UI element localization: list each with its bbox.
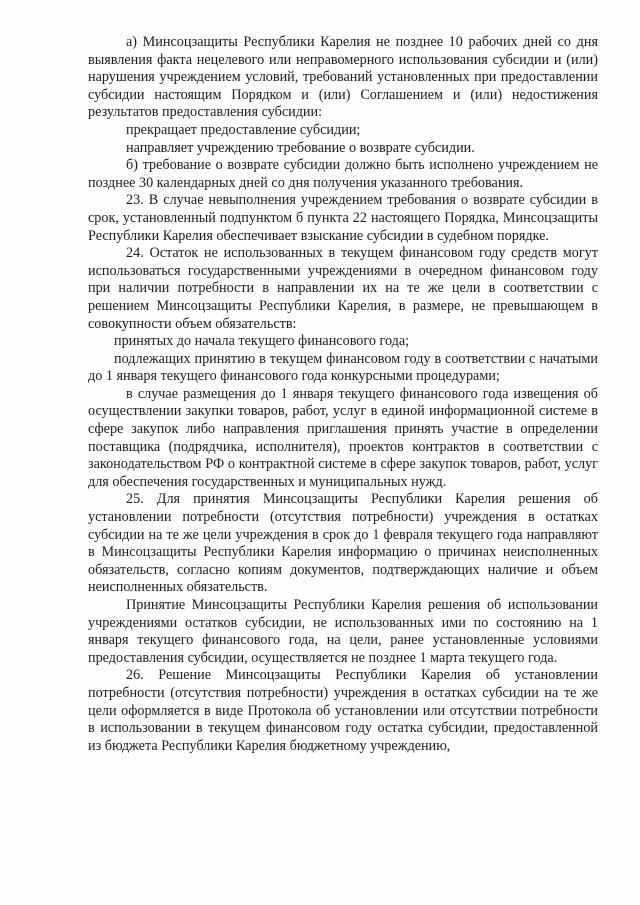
paragraph-24: 24. Остаток не использованных в текущем финансовом году средств могут использоваться государственными учреждениями в очередном финансовом году при наличии потребности в направлении их на те же цели в соответствии с решением Минсоцзащиты Республики Карелия, в размере, не превышающем в совокупности объем обязательств: — [88, 245, 598, 332]
paragraph-25: 25. Для принятия Минсоцзащиты Республики Карелия решения об установлении потребности (отсутствия потребности) учреждения в остатках субсидии на те же цели учреждения в срок до 1 февраля текущего года направляют в Минсоцзащиты Республики Карелия информацию о причинах неисполненных обязательств, согласно копиям документов, подтверждающих наличие и объем неисполненных обязательств. — [88, 491, 598, 596]
paragraph-26: 26. Решение Минсоцзащиты Республики Карелия об установлении потребности (отсутствия потребности) учреждения в остатках субсидии на те же цели оформляется в виде Протокола об установлении или отсутствии потребности в использовании в текущем финансовом году остатка субсидии, предоставленной из бюджета Республики Карелия бюджетному учреждению, — [88, 667, 598, 754]
document-body — [88, 34, 598, 755]
paragraph-22b: б) требование о возврате субсидии должно быть исполнено учреждением не позднее 30 календарных дней со дня получения указанного требования. — [88, 157, 598, 191]
list-item: подлежащих принятию в текущем финансовом году в соответствии с начатыми до 1 января текущего финансового года конкурсными процедурами; — [88, 350, 598, 385]
list-item: направляет учреждению требование о возврате субсидии. — [126, 139, 475, 156]
paragraph-25-decision: Принятие Минсоцзащиты Республики Карелия решения об использовании учреждениями остатков субсидии, не использованных ими по состоянию на 1 января текущего финансового года, на цели, ранее установленные условиями предоставления субсидии, осуществляется не позднее 1 марта текущего года. — [88, 597, 598, 666]
list-item: принятых до начала текущего финансового года; — [114, 333, 410, 350]
list-item: прекращает предоставление субсидии; — [126, 121, 361, 138]
paragraph-22a: а) Минсоцзащиты Республики Карелия не позднее 10 рабочих дней со дня выявления факта нецелевого или неправомерного использования субсидии и (или) нарушения учреждением условий, требований установленных при предоставлении субсидии настоящим Порядком и (или) Соглашением и (или) недостижения результатов предоставления субсидии: — [88, 34, 598, 121]
paragraph-23: 23. В случае невыполнения учреждением требования о возврате субсидии в срок, установленный подпунктом б пункта 22 настоящего Порядка, Минсоцзащиты Республики Карелия обеспечивает взыскание субсидии в судебном порядке. — [88, 192, 598, 244]
list-item: в случае размещения до 1 января текущего финансового года извещения об осуществлении закупки товаров, работ, услуг в единой информационной системе в сфере закупок либо направления приглашения принять участие в определении поставщика (подрядчика, исполнителя), проектов контрактов в соответствии с законодательством РФ о контрактной системе в сфере закупок товаров, работ, услуг для обеспечения государственных и муниципальных нужд. — [88, 385, 598, 490]
